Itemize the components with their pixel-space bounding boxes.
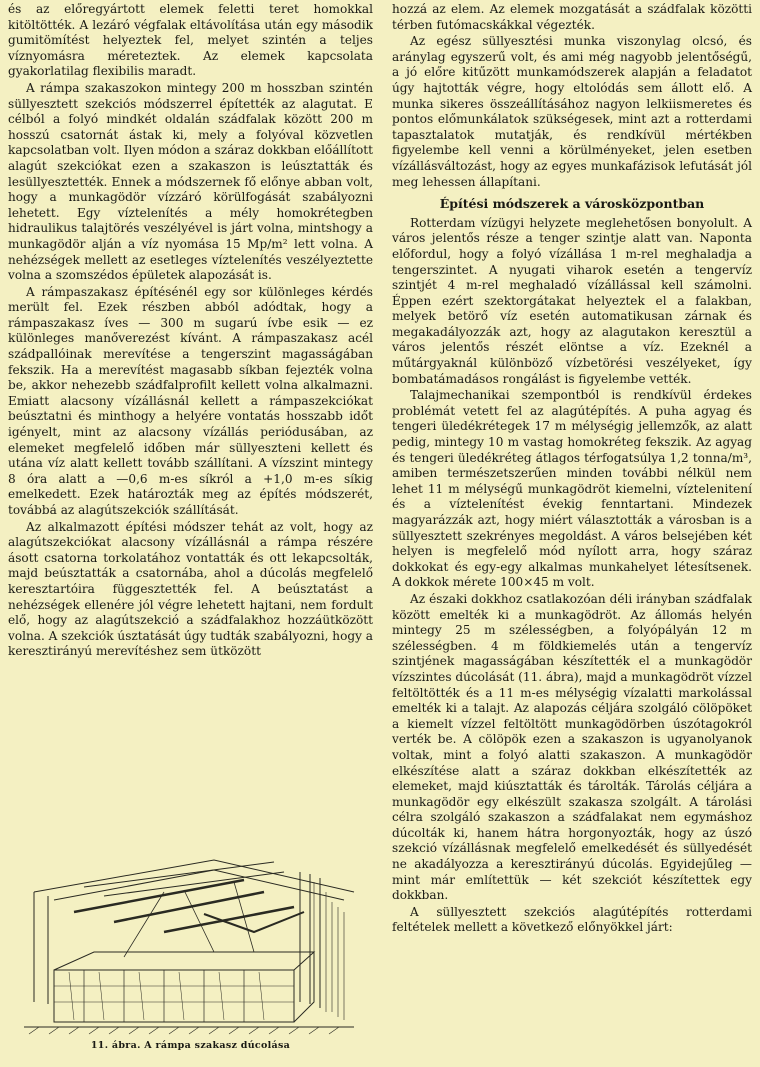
right-paragraph-1: hozzá az elem. Az elemek mozgatását a szádfalak közötti térben futómacskákkal végezték. bbox=[392, 2, 752, 32]
right-paragraph-6: A süllyesztett szekciós alagútépítés rotterdami feltételek mellett a következő előnyökkel járt: bbox=[392, 904, 752, 935]
right-paragraph-4: Talajmechanikai szempontból is rendkívül érdekes problémát vetett fel az alagútépítés. A puha agyag és tengeri üledékrétegek 17 m mélységig jellemzők, az alatt pedig, mintegy 10 m vastag homokréteg fekszik. Az agyag és tengeri üledékréteg átlagos térfogatsúlya 1,2 tonna/m³, amiben természetszerűen minden további nélkül nem lehet 11 m mélységű munkagödröt kiemelni, víztelenitení és a víztelenítést évekig fenntartani. Mindezek magyarázzák azt, hogy miért választották a városban is a süllyesztett szekrényes megoldást. A város belsejében két helyen is megfelelő mód nyílott arra, hogy száraz dokkokat és egy-egy alkalmas munkahelyet létesítsenek. A dokkok mérete 100×45 m volt. bbox=[392, 388, 752, 590]
left-paragraph-2: A rámpa szakaszokon mintegy 200 m hosszban szintén süllyesztett szekciós módszerrel építették az alagutat. E célból a folyó mindkét oldalán szádfalak között 200 m hosszú csatornát ástak ki, mely a folyóval közvetlen kapcsolatban volt. Ilyen módon a száraz dokkban előállított alagút szekciókat ezen a szakaszon is leúsztatták és lesüllyesztették. Ennek a módszernek fő előnye abban volt, hogy a munkagödör vízzáró körülfogását szabályozni lehetett. Egy víztelenítés a mély homokrétegben hidraulikus talajtörés veszélyével is járt volna, mintshogy a munkagödör alján a víz nyomása 15 Mp/m² lett volna. A nehézségek mellett az esetleges víztelenítés veszélyeztette volna a szomszédos épületek alapozását is. bbox=[8, 80, 373, 283]
section-heading: Építési módszerek a városközpontban bbox=[439, 196, 705, 212]
figure-caption: 11. ábra. A rámpa szakasz dúcolása bbox=[90, 1040, 291, 1051]
ramp-shoring-drawing bbox=[14, 852, 370, 1042]
left-paragraph-4: Az alkalmazott építési módszer tehát az volt, hogy az alagútszekciókat alacsony vízállásnál a rámpa részére ásott csatorna torkolatához vontatták és ott lekapcsolták, majd beúsztatták a csatornába, ahol a dúcolás megfelelő keresztartóira függesztették fel. A beúsztatást a nehézségek ellenére jól végre lehetett hajtani, nem fordult elő, hogy az alagútszekció a szádfalakhoz hozzáütközött volna. A szekciók úsztatását úgy tudták szabályozni, hogy a keresztirányú merevítéshez sem ütközött bbox=[8, 519, 374, 659]
left-column bbox=[8, 2, 373, 661]
left-paragraph-1: és az előregyártott elemek feletti teret homokkal kitöltötték. A lezáró végfalak eltávolítása után egy második gumitömítést helyeztek fel, melyet szintén a teljes víznyomásra méreteztek. Az elemek kapcsolata gyakorlatilag flexibilis maradt. bbox=[8, 2, 373, 79]
right-column bbox=[392, 2, 752, 937]
right-paragraph-3: Rotterdam vízügyi helyzete meglehetősen bonyolult. A város jelentős része a tenger szintje alatt van. Naponta előfordul, hogy a folyó vízállása 1 m-rel meghaladja a tengerszintet. A nyugati viharok esetén a tengervíz szintjét 4 m-rel meghaladó vízállással kell számolni. Éppen ezért szektorgátakat helyeztek el a falakban, melyek betörő víz esetén automatikusan zárnak és megakadályozzák azt, hogy az alagutakon keresztül a város jelentős részét elöntse a víz. Ezeknél a műtárgyaknál különböző vízbetörési veszélyeket, így bombatámadásos rongálást is figyelembe vették. bbox=[392, 215, 752, 386]
ramp-shoring-figure bbox=[14, 852, 370, 1047]
right-paragraph-2: Az egész süllyesztési munka viszonylag olcsó, és aránylag egyszerű volt, és ami még nagyobb jelentőségű, a jó előre kitűzött munkamódszerek alapján a feladatot úgy hajtották végre, hogy eltolódás sem állott elő. A munka sikeres összeállításához nagyon lelkiismeretes és pontos előmunkálatok szükségesek, mint azt a rotterdami tapasztalatok mutatják, és rendkívül mértékben figyelembe kell venni a körülményeket, jelen esetben vízállásváltozást, hogy az egyes munkafázisok lefutását jól meg lehessen állapítani. bbox=[392, 34, 752, 189]
right-paragraph-5: Az északi dokkhoz csatlakozóan déli irányban szádfalak között emelték ki a munkagödröt. Az állomás helyén mintegy 25 m szélességben, a folyópályán 12 m szélességben. 4 m földkiemelés után a tengervíz szintjének magasságában készítették el a munkagödör vízszintes dúcolását (11. ábra), majd a munkagödröt vízzel feltöltötték és a 11 m-es mélységig vízalatti markolással emelték ki a talajt. Az alapozás céljára szolgáló cölöpöket a kiemelt vízzel feltöltött munkagödörben úszótagokról verték be. A cölöpök ezen a szakaszon is ugyanolyanok voltak, mint a folyó alatti szakaszon. A munkagödör elkészítése alatt a száraz dokkban elkészítették az elemeket, majd kiúsztatták és tárolták. Tárolás céljára a munkagödör egy elkészült szakasza szolgált. A tárolási célra szolgáló szakaszon a szádfalakat nem egymáshoz dúcolták ki, hanem hátra horgonyozták, hogy az úszó szekció vízállásnak megfelelő emelkedését és süllyedését ne akadályozza a keresztirányú dúcolás. Egyidejűleg — mint már említettük — két szekciót készítettek egy dokkban. bbox=[392, 591, 752, 903]
left-paragraph-3: A rámpaszakasz építésénél egy sor különleges kérdés merült fel. Ezek részben abból adódtak, hogy a rámpaszakasz íves — 300 m sugarú ívbe esik — ez különleges manőverezést kívánt. A rámpaszakasz acél szádpallóinak merevítése a tengerszint magasságában fekszik. Ha a merevítést magasabb síkban fejezték volna be, akkor nehezebb szádfalprofilt kellett volna alkalmazni. Emiatt alacsony vízállásnál kellett a rámpaszekciókat beúsztatni és minthogy a helyére vontatás hosszabb időt igényelt, mint az alacsony vízállás periódusában, az elemeket megfelelő időben már süllyeszteni kellett és utána víz alatt kellett tovább szállítani. A vízszint mintegy 8 óra alatt a —0,6 m-es síkról a +1,0 m-es síkig emelkedett. Ezek határozták meg az építés módszerét, továbbá az alagútszekciók szállítását. bbox=[8, 284, 373, 517]
